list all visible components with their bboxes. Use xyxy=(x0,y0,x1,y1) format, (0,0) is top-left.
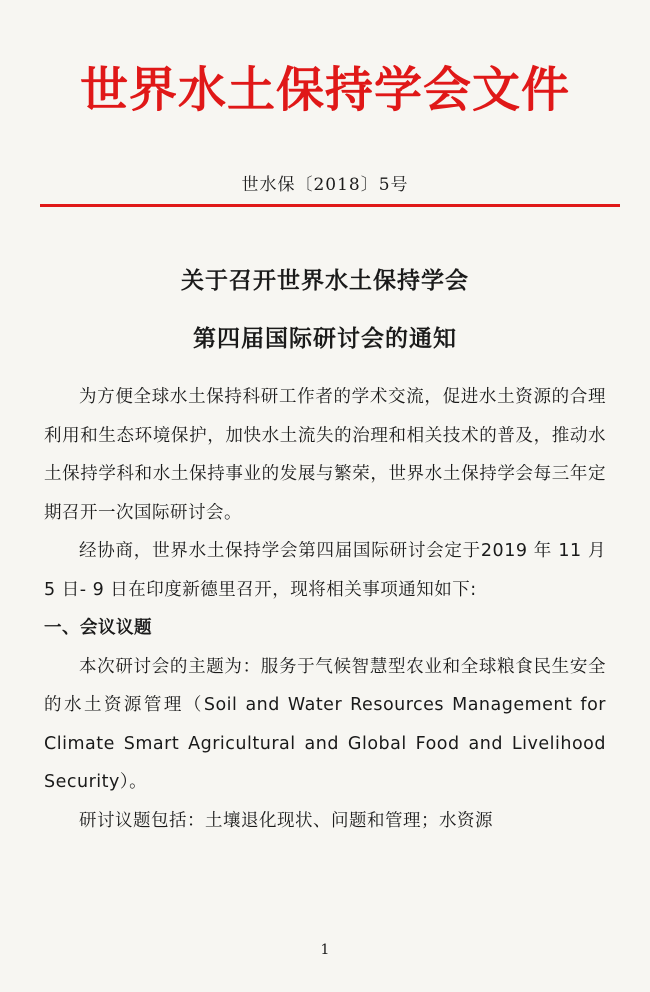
notice-title-line-2: 第四届国际研讨会的通知 xyxy=(193,325,457,352)
document-masthead: 世界水土保持学会文件 xyxy=(79,62,570,118)
paragraph-theme: 本次研讨会的主题为：服务于气候智慧型农业和全球粮食民生安全的水土资源管理（Soil and Water Resources Management for Climate Smart Agricultural and Global Food and Livelihood Security）。 xyxy=(44,656,606,792)
page-number: 1 xyxy=(320,942,330,958)
document-body xyxy=(44,378,606,840)
paragraph-topics: 研讨议题包括：土壤退化现状、问题和管理；水资源 xyxy=(79,810,493,831)
section-heading-topics: 一、会议议题 xyxy=(44,618,152,638)
red-divider-line xyxy=(40,204,620,207)
document-number: 世水保〔2018〕5号 xyxy=(241,175,409,195)
notice-title-line-1: 关于召开世界水土保持学会 xyxy=(181,267,469,294)
paragraph-intro: 为方便全球水土保持科研工作者的学术交流，促进水土资源的合理利用和生态环境保护，加快水土流失的治理和相关技术的普及，推动水土保持学科和水土保持事业的发展与繁荣，世界水土保持学会每三年定期召开一次国际研讨会。 xyxy=(44,387,606,523)
paragraph-schedule: 经协商，世界水土保持学会第四届国际研讨会定于2019 年 11 月 5 日- 9 日在印度新德里召开，现将相关事项通知如下: xyxy=(44,541,606,600)
